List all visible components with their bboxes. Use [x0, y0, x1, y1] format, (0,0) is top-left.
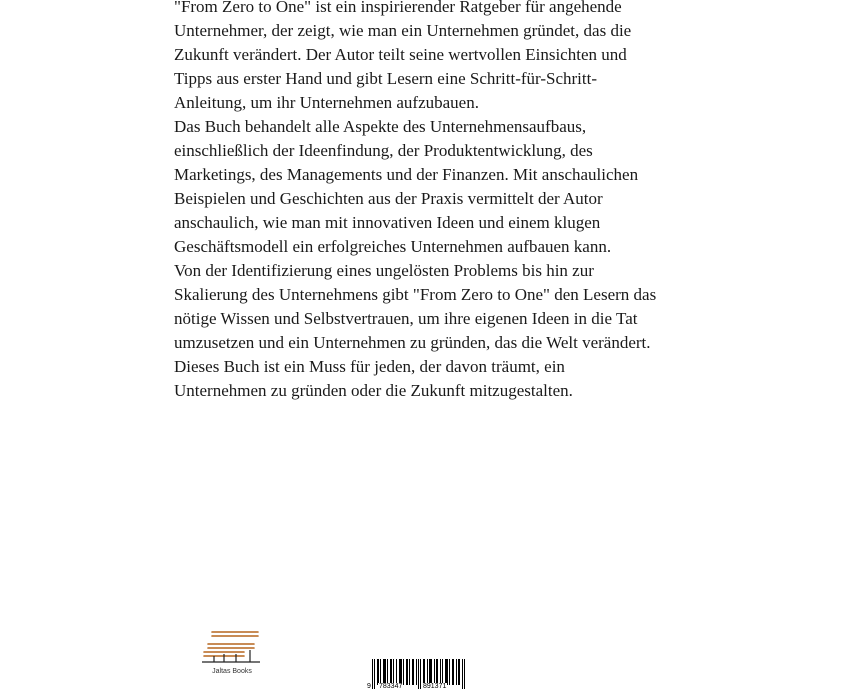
blurb-paragraph-2: Das Buch behandelt alle Aspekte des Unternehmensaufbaus, einschließlich der Ideenfindung, der Produktentwicklung, des Marketings, des Managements und der Finanzen. Mit anschaulichen Beispielen und Geschichten aus der Praxis vermittelt der Autor anschaulich, wie man mit innovativen Ideen und einem klugen Geschäftsmodell ein erfolgreiches Unternehmen aufbauen kann.: [174, 117, 639, 256]
isbn-barcode: [366, 659, 468, 694]
blurb-paragraph-1: "From Zero to One" ist ein inspirierender Ratgeber für angehende Unternehmer, der zeigt, wie man ein Unternehmen gründet, das die Zukunft verändert. Der Autor teilt seine wertvollen Einsichten und Tipps aus erster Hand und gibt Lesern eine Schritt-für-Schritt-Anleitung, um ihr Unternehmen aufzubauen.: [174, 0, 632, 112]
barcode-digits-left: 783347: [379, 683, 403, 690]
publisher-logo: [198, 624, 266, 680]
barcode-digits-right: 891371: [423, 683, 447, 690]
back-cover-blurb: [174, 0, 658, 403]
barcode-digit-prefix: 9: [367, 683, 371, 690]
blurb-paragraph-3: Von der Identifizierung eines ungelösten Problems bis hin zur Skalierung des Unternehmens gibt "From Zero to One" den Lesern das nötige Wissen und Selbstvertrauen, um ihre eigenen Ideen in die Tat umzusetzen und ein Unternehmen zu gründen, das die Welt verändert. Dieses Buch ist ein Muss für jeden, der davon träumt, ein Unternehmen zu gründen oder die Zukunft mitzugestalten.: [174, 261, 657, 400]
publisher-name: Jaltas Books: [212, 668, 252, 675]
stacked-books-icon: [198, 624, 266, 668]
